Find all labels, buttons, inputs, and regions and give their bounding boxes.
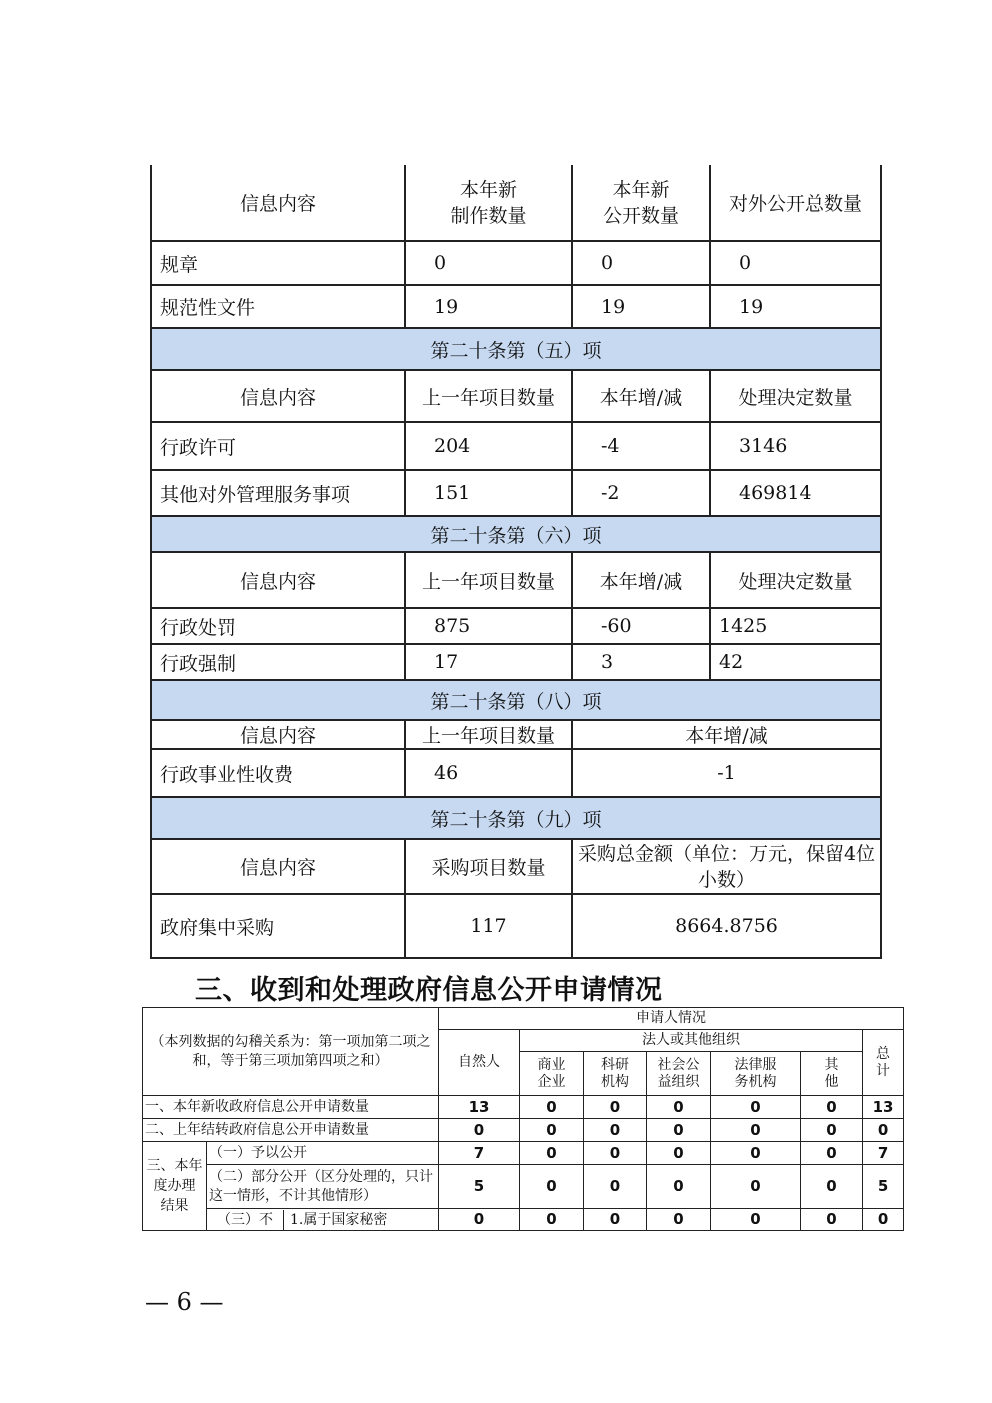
cell-value: 0 xyxy=(520,1142,584,1165)
row-label: 行政许可 xyxy=(151,422,405,470)
cell-value: -1 xyxy=(572,749,881,797)
header-other: 其 他 xyxy=(801,1052,863,1096)
note-cell: （本列数据的勾稽关系为：第一项加第二项之和，等于第三项加第四项之和） xyxy=(143,1008,439,1096)
cell-value: 17 xyxy=(405,644,572,680)
section-heading: 三、收到和处理政府信息公开申请情况 xyxy=(195,975,663,1006)
cell-value: 151 xyxy=(405,470,572,516)
row-label: 规章 xyxy=(151,241,405,285)
header-natural-person: 自然人 xyxy=(439,1030,520,1096)
header-research: 科研 机构 xyxy=(584,1052,647,1096)
cell-value: 13 xyxy=(863,1096,904,1119)
cell-value: 3146 xyxy=(710,422,881,470)
header-purchase-amount: 采购总金额（单位：万元，保留4位小数） xyxy=(572,839,881,894)
cell-value: 0 xyxy=(711,1165,801,1209)
row-label: 规范性文件 xyxy=(151,285,405,328)
cell-value: 0 xyxy=(710,241,881,285)
cell-value: 204 xyxy=(405,422,572,470)
cell-value: 0 xyxy=(801,1142,863,1165)
cell-value: 0 xyxy=(520,1096,584,1119)
cell-value: 0 xyxy=(584,1096,647,1119)
header-info-content: 信息内容 xyxy=(151,552,405,608)
cell-value: 0 xyxy=(711,1209,801,1231)
cell-value: 469814 xyxy=(710,470,881,516)
header-change: 本年增/减 xyxy=(572,552,710,608)
cell-value: 0 xyxy=(439,1119,520,1142)
cell-value: 0 xyxy=(647,1209,711,1231)
cell-value: 13 xyxy=(439,1096,520,1119)
cell-value: 0 xyxy=(711,1142,801,1165)
cell-value: 0 xyxy=(711,1119,801,1142)
cell-value: 0 xyxy=(801,1165,863,1209)
header-prev-count: 上一年项目数量 xyxy=(405,370,572,422)
row-label-split xyxy=(207,1209,439,1231)
cell-value: 3 xyxy=(572,644,710,680)
header-info-content: 信息内容 xyxy=(151,839,405,894)
cell-value: 0 xyxy=(863,1119,904,1142)
cell-value: 0 xyxy=(647,1165,711,1209)
header-legal-service: 法律服 务机构 xyxy=(711,1052,801,1096)
header-decisions: 处理决定数量 xyxy=(710,552,881,608)
cell-value: 117 xyxy=(405,894,572,958)
header-total-public: 对外公开总数量 xyxy=(710,165,881,241)
header-prev-count: 上一年项目数量 xyxy=(405,720,572,749)
cell-value: 0 xyxy=(801,1209,863,1231)
group-label: 三、本年 度办理 结果 xyxy=(143,1142,207,1231)
header-legal-entity: 法人或其他组织 xyxy=(520,1030,863,1052)
cell-value: 0 xyxy=(711,1096,801,1119)
header-prev-count: 上一年项目数量 xyxy=(405,552,572,608)
cell-value: 19 xyxy=(405,285,572,328)
row-label: 行政强制 xyxy=(151,644,405,680)
row-label: 其他对外管理服务事项 xyxy=(151,470,405,516)
cell-value: 0 xyxy=(520,1209,584,1231)
row-label: 政府集中采购 xyxy=(151,894,405,958)
header-info-content: 信息内容 xyxy=(151,370,405,422)
header-change: 本年增/减 xyxy=(572,370,710,422)
row-label: （二）部分公开（区分处理的，只计这一情形，不计其他情形） xyxy=(207,1165,439,1209)
cell-value: 0 xyxy=(405,241,572,285)
cell-value: 0 xyxy=(439,1209,520,1231)
section-title: 第二十条第（九）项 xyxy=(151,797,881,839)
application-stats-table xyxy=(142,1007,904,1231)
header-total: 总 计 xyxy=(863,1030,904,1096)
cell-value: 0 xyxy=(584,1142,647,1165)
cell-value: 19 xyxy=(710,285,881,328)
section-title: 第二十条第（八）项 xyxy=(151,680,881,720)
header-decisions: 处理决定数量 xyxy=(710,370,881,422)
header-commercial: 商业 企业 xyxy=(520,1052,584,1096)
cell-value: 0 xyxy=(647,1119,711,1142)
header-change: 本年增/减 xyxy=(572,720,881,749)
cell-value: 0 xyxy=(584,1165,647,1209)
disclosure-stats-table xyxy=(150,165,882,959)
header-new-made: 本年新 制作数量 xyxy=(405,165,572,241)
cell-value: 0 xyxy=(801,1096,863,1119)
cell-value: -2 xyxy=(572,470,710,516)
row-label-b: 1.属于国家秘密 xyxy=(290,1211,388,1228)
cell-value: 19 xyxy=(572,285,710,328)
row-label: （一）予以公开 xyxy=(207,1142,439,1165)
cell-value: 46 xyxy=(405,749,572,797)
cell-value: 0 xyxy=(801,1119,863,1142)
cell-value: 0 xyxy=(520,1119,584,1142)
section-title: 第二十条第（六）项 xyxy=(151,516,881,552)
cell-value: 5 xyxy=(863,1165,904,1209)
cell-value: 0 xyxy=(572,241,710,285)
header-new-published: 本年新 公开数量 xyxy=(572,165,710,241)
cell-value: 42 xyxy=(710,644,881,680)
section-title: 第二十条第（五）项 xyxy=(151,328,881,370)
cell-value: 0 xyxy=(584,1209,647,1231)
cell-value: 1425 xyxy=(710,608,881,644)
row-label: 一、本年新收政府信息公开申请数量 xyxy=(143,1096,439,1119)
row-label: 行政事业性收费 xyxy=(151,749,405,797)
header-applicant: 申请人情况 xyxy=(439,1008,904,1030)
cell-value: 0 xyxy=(647,1142,711,1165)
page-number: — 6 — xyxy=(145,1288,224,1316)
cell-value: -60 xyxy=(572,608,710,644)
cell-value: -4 xyxy=(572,422,710,470)
cell-value: 0 xyxy=(520,1165,584,1209)
cell-value: 8664.8756 xyxy=(572,894,881,958)
row-label: 行政处罚 xyxy=(151,608,405,644)
row-label-a: （三）不 xyxy=(207,1210,284,1230)
cell-value: 7 xyxy=(863,1142,904,1165)
row-label: 二、上年结转政府信息公开申请数量 xyxy=(143,1119,439,1142)
cell-value: 0 xyxy=(584,1119,647,1142)
cell-value: 0 xyxy=(647,1096,711,1119)
header-purchase-count: 采购项目数量 xyxy=(405,839,572,894)
header-info-content: 信息内容 xyxy=(151,165,405,241)
cell-value: 5 xyxy=(439,1165,520,1209)
cell-value: 0 xyxy=(863,1209,904,1231)
header-info-content: 信息内容 xyxy=(151,720,405,749)
cell-value: 875 xyxy=(405,608,572,644)
cell-value: 7 xyxy=(439,1142,520,1165)
header-public-welfare: 社会公 益组织 xyxy=(647,1052,711,1096)
